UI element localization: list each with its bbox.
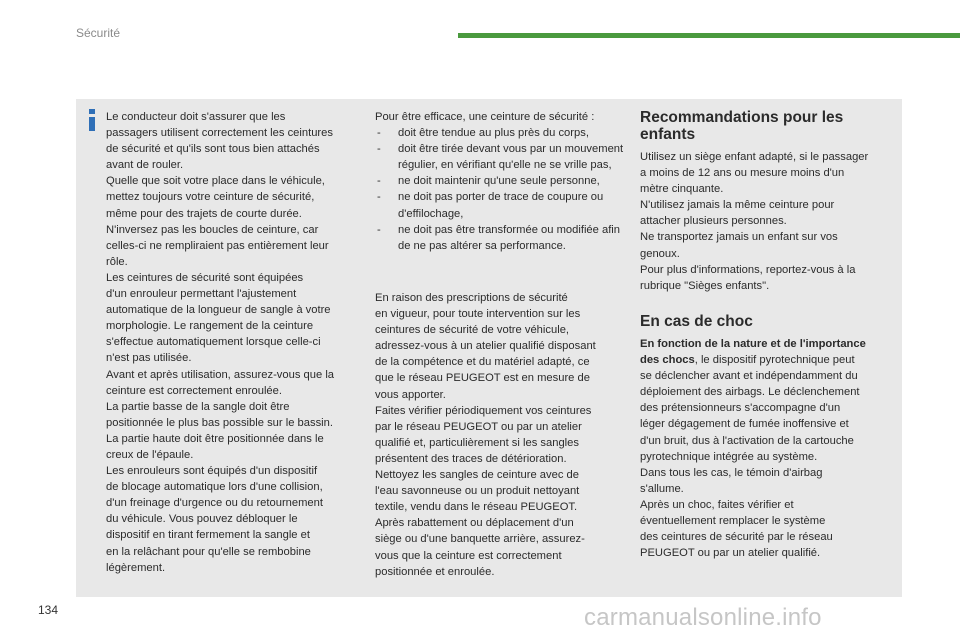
text-line: mettez toujours votre ceinture de sécurité, <box>106 191 315 204</box>
text-line: Les enrouleurs sont équipés d'un dispositif <box>106 465 318 478</box>
text-line: Dans tous les cas, le témoin d'airbag <box>640 466 823 479</box>
text-line: Faites vérifier périodiquement vos ceintures <box>375 404 592 417</box>
text-line: Après un choc, faites vérifier et <box>640 498 794 511</box>
text-line: s'allume. <box>640 482 684 495</box>
page-section-title: Sécurité <box>76 26 121 40</box>
text-line: dispositif en tirant fermement la sangle et <box>106 529 310 542</box>
text-line: N'inversez pas les boucles de ceinture, car <box>106 223 319 236</box>
seatbelt-maintenance-text <box>375 290 625 580</box>
text-line: même pour des trajets de courte durée. <box>106 207 302 220</box>
heading-line: enfants <box>640 126 696 143</box>
text-line: l'eau savonneuse ou un produit nettoyant <box>375 485 580 498</box>
text-line: éventuellement remplacer le système <box>640 515 826 528</box>
text-line: Le conducteur doit s'assurer que les <box>106 111 286 123</box>
text-line: morphologie. Le rangement de la ceinture <box>106 320 314 333</box>
text-line: se déclencher avant et indépendamment du <box>640 370 858 383</box>
text-line: textile, vendu dans le réseau PEUGEOT. <box>375 501 578 514</box>
text-line: légèrement. <box>106 561 166 574</box>
text-line: en vigueur, pour toute intervention sur les <box>375 308 581 321</box>
crash-text <box>640 336 898 561</box>
heading-line: Recommandations pour les <box>640 109 844 126</box>
text-line: creux de l'épaule. <box>106 448 194 461</box>
text-line: Avant et après utilisation, assurez-vous que la <box>106 368 335 381</box>
text-line: n'est pas utilisée. <box>106 352 192 365</box>
text-line: pyrotechnique intégrée au système. <box>640 450 818 463</box>
requirements-list <box>375 125 625 254</box>
text-line: de la compétence et du matériel adapté, ce <box>375 356 590 369</box>
text-line: N'utilisez jamais la même ceinture pour <box>640 199 835 212</box>
text-line: Utilisez un siège enfant adapté, si le passager <box>640 151 869 163</box>
text-line: positionnée le plus bas possible sur le bassin. <box>106 416 333 429</box>
list-item: - ne doit pas être transformée ou modifiée afin de ne pas altérer sa performance. <box>375 222 625 254</box>
text-line: vous apporter. <box>375 388 446 401</box>
text-line: passagers utilisent correctement les ceintures <box>106 127 333 140</box>
text-line: En raison des prescriptions de sécurité <box>375 292 568 304</box>
text-line: déploiement des airbags. Le déclenchement <box>640 386 860 399</box>
bold-term: des chocs <box>640 354 695 367</box>
text-line: La partie basse de la sangle doit être <box>106 400 290 413</box>
seatbelt-requirements <box>375 109 625 254</box>
watermark: carmanualsonline.info <box>584 604 822 631</box>
text-line: en la relâchant pour qu'elle se rembobine <box>106 545 311 558</box>
text-line: ceinture est correctement enroulée. <box>106 384 282 397</box>
text-line: ceintures de sécurité de votre véhicule, <box>375 324 570 337</box>
text-line: du véhicule. Vous pouvez débloquer le <box>106 513 298 526</box>
text-line: vous que la ceinture est correctement <box>375 549 562 562</box>
text-line: Ne transportez jamais un enfant sur vos <box>640 231 838 244</box>
text-line: Quelle que soit votre place dans le véhicule, <box>106 175 325 188</box>
text-line: PEUGEOT ou par un atelier qualifié. <box>640 547 821 560</box>
text-line: Les ceintures de sécurité sont équipées <box>106 271 304 284</box>
text-line: mètre cinquante. <box>640 183 724 196</box>
info-icon <box>86 109 98 131</box>
text-line: attacher plusieurs personnes. <box>640 215 787 228</box>
list-item: - ne doit pas porter de trace de coupure ou d'effilochage, <box>375 189 625 221</box>
text-line: qualifié et, particulièrement si les sangles <box>375 436 579 449</box>
text-line: présentent des traces de détérioration. <box>375 452 567 465</box>
text-line: celles-ci ne rempliraient pas entièrement leur <box>106 239 329 252</box>
text-line <box>640 352 898 368</box>
text-line: que le réseau PEUGEOT est en mesure de <box>375 372 590 385</box>
text-line: positionnée et enroulée. <box>375 565 495 578</box>
text-line: de blocage automatique lors d'une collision, <box>106 481 323 494</box>
text-line: d'un bruit, dus à l'activation de la cartouche <box>640 434 854 447</box>
text-line: adressez-vous à un atelier qualifié disposant <box>375 340 596 353</box>
text-span: , le dispositif pyrotechnique peut <box>694 354 855 367</box>
text-line: de sécurité et qu'ils sont tous bien attachés <box>106 143 320 156</box>
text-line: a moins de 12 ans ou mesure moins d'un <box>640 167 845 180</box>
section-accent-bar <box>458 33 960 38</box>
text-line: En fonction de la nature et de l'importance <box>640 338 866 350</box>
children-recommendations-heading <box>640 109 900 143</box>
list-item: - doit être tendue au plus près du corps, <box>375 125 625 141</box>
list-item: - doit être tirée devant vous par un mouvement régulier, en vérifiant qu'elle ne se vrille pas, <box>375 141 625 173</box>
seatbelt-general-text <box>106 109 368 576</box>
text-line: des prétensionneurs s'accompagne d'un <box>640 402 841 415</box>
text-line: d'un freinage d'urgence ou du retournement <box>106 497 323 510</box>
text-line: d'un enrouleur permettant l'ajustement <box>106 288 297 301</box>
text-line: léger dégagement de fumée inoffensive et <box>640 418 849 431</box>
page-number: 134 <box>38 603 59 617</box>
text-line: Nettoyez les sangles de ceinture avec de <box>375 469 579 482</box>
children-recommendations-text <box>640 149 898 294</box>
text-line: siège ou d'une banquette arrière, assurez- <box>375 533 585 546</box>
list-item: - ne doit maintenir qu'une seule personne, <box>375 173 625 189</box>
text-line: s'effectue automatiquement lorsque celle-ci <box>106 336 321 349</box>
requirements-intro: Pour être efficace, une ceinture de sécurité : <box>375 111 595 123</box>
crash-heading: En cas de choc <box>640 313 753 330</box>
text-line: par le réseau PEUGEOT ou par un atelier <box>375 420 582 433</box>
text-line: des ceintures de sécurité par le réseau <box>640 531 833 544</box>
text-line: rubrique "Sièges enfants". <box>640 279 770 292</box>
text-line: avant de rouler. <box>106 159 184 172</box>
text-line: Après rabattement ou déplacement d'un <box>375 517 574 530</box>
text-line: Pour plus d'informations, reportez-vous à la <box>640 263 856 276</box>
text-line: La partie haute doit être positionnée dans le <box>106 432 324 445</box>
text-line: automatique de la longueur de sangle à votre <box>106 304 331 317</box>
text-line: rôle. <box>106 255 128 268</box>
text-line: genoux. <box>640 247 680 260</box>
